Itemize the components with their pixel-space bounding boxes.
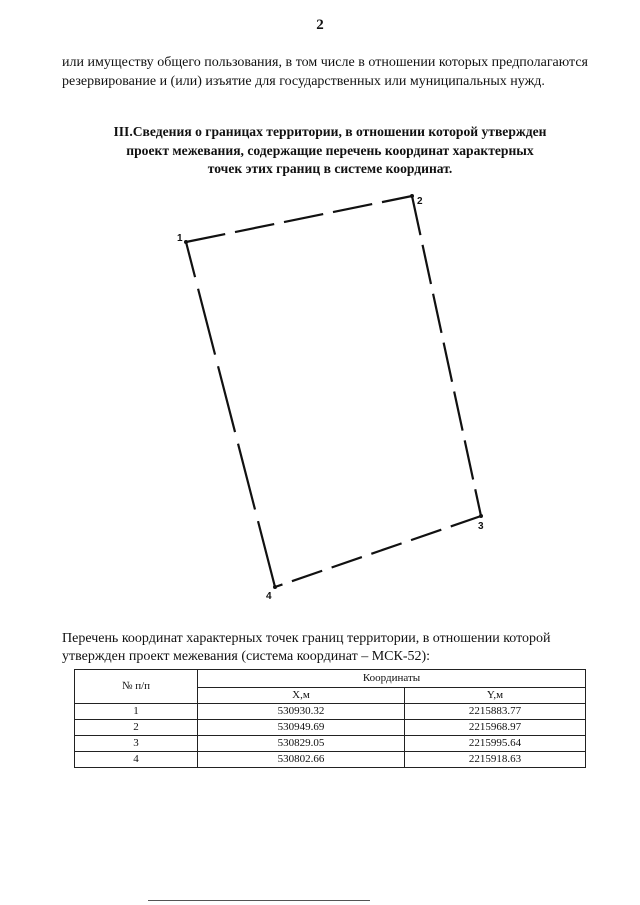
point-label-2: 2 <box>417 196 423 207</box>
page-number: 2 <box>316 17 324 33</box>
section-heading-line-3: точек этих границ в системе координат. <box>207 161 453 176</box>
table-row <box>75 704 586 720</box>
cell-number: 2 <box>75 720 198 736</box>
cell-x: 530802.66 <box>198 752 405 768</box>
cell-y: 2215968.97 <box>405 720 586 736</box>
cell-number: 1 <box>75 704 198 720</box>
boundary-vertex-4 <box>273 585 277 589</box>
footer-rule <box>148 900 370 901</box>
boundary-vertex-2 <box>410 194 414 198</box>
table-caption: Перечень координат характерных точек границ территории, в отношении которой утвержден проект межевания (система координат – МСК-52): <box>62 631 551 664</box>
coordinates-table <box>74 669 586 768</box>
boundary-edge-4-1 <box>186 242 275 587</box>
header-x: Х,м <box>198 688 405 704</box>
header-coordinates: Координаты <box>198 670 586 688</box>
boundary-edge-1-2 <box>186 196 412 242</box>
cell-number: 3 <box>75 736 198 752</box>
boundary-vertex-3 <box>479 514 483 518</box>
cell-y: 2215995.64 <box>405 736 586 752</box>
cell-x: 530949.69 <box>198 720 405 736</box>
cell-number: 4 <box>75 752 198 768</box>
point-label-4: 4 <box>266 591 272 602</box>
cell-x: 530930.32 <box>198 704 405 720</box>
cell-y: 2215918.63 <box>405 752 586 768</box>
section-heading <box>60 123 600 179</box>
boundary-edge-3-4 <box>275 516 481 587</box>
header-number: № п/п <box>75 670 198 704</box>
boundary-edge-2-3 <box>412 196 481 516</box>
table-row <box>75 752 586 768</box>
cell-x: 530829.05 <box>198 736 405 752</box>
cell-y: 2215883.77 <box>405 704 586 720</box>
header-y: Y,м <box>405 688 586 704</box>
section-heading-line-1: III.Сведения о границах территории, в отношении которой утвержден <box>113 124 547 139</box>
intro-paragraph: или имуществу общего пользования, в том числе в отношении которых предполагаются резервирование и (или) изъятие для государственных или муниципальных нужд. <box>62 55 588 89</box>
table-row <box>75 720 586 736</box>
boundary-vertex-1 <box>184 240 188 244</box>
table-row <box>75 736 586 752</box>
point-label-3: 3 <box>478 521 484 532</box>
section-heading-line-2: проект межевания, содержащие перечень координат характерных <box>126 142 534 158</box>
point-label-1: 1 <box>177 233 183 244</box>
